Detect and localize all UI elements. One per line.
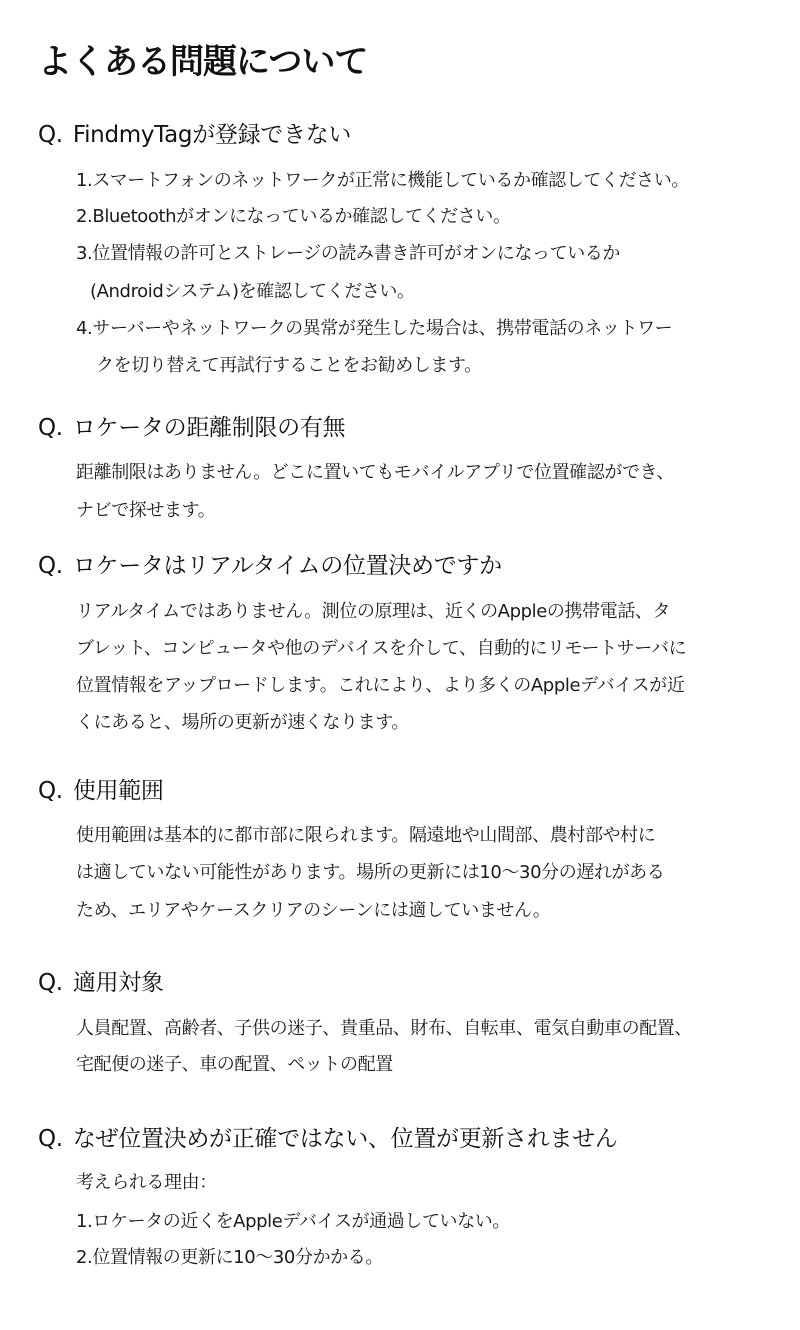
answer-line: 使用範囲は基本的に都市部に限られます。隔遠地や山間部、農村部や村に	[76, 825, 656, 846]
answer-line: 距離制限はありません。どこに置いてもモバイルアプリで位置確認ができ、	[76, 462, 675, 483]
answer-line: 宅配便の迷子、車の配置、ペットの配置	[76, 1054, 393, 1075]
question-text: なぜ位置決めが正確ではない、位置が更新されません	[72, 1126, 618, 1152]
answer-line: 人員配置、高齢者、子供の迷子、貴重品、財布、自転車、電気自動車の配置、	[76, 1018, 692, 1039]
answer-line: 2.位置情報の更新に10〜30分かかる。	[76, 1247, 383, 1268]
answer-line: 3.位置情報の許可とストレージの読み書き許可がオンになっているか	[76, 243, 621, 264]
answer-line: ブレット、コンピュータや他のデバイスを介して、自動的にリモートサーバに	[76, 638, 687, 659]
question-text: 適用対象	[72, 970, 164, 996]
answer-line: 1.ロケータの近くをAppleデバイスが通過していない。	[76, 1211, 510, 1232]
question-marker: Q.	[38, 778, 63, 804]
question-marker: Q.	[38, 122, 63, 148]
answer-line: ナビで探せます。	[76, 500, 216, 521]
page-title: よくある問題について	[38, 42, 368, 82]
faq-question-3	[38, 547, 502, 580]
answer-line: ため、エリアやケースクリアのシーンには適していません。	[76, 900, 551, 921]
answer-line: (Androidシステム)を確認してください。	[90, 281, 415, 302]
question-text: ロケータの距離制限の有無	[72, 415, 346, 441]
faq-question-1	[38, 116, 351, 149]
answer-line: 位置情報をアップロードします。これにより、より多くのAppleデバイスが近	[76, 675, 685, 696]
question-text: 使用範囲	[72, 778, 164, 804]
question-text: ロケータはリアルタイムの位置決めですか	[72, 553, 502, 579]
question-text: FindmyTagが登録できない	[72, 122, 352, 148]
answer-line: くにあると、場所の更新が速くなります。	[76, 712, 409, 733]
answer-line: 考えられる理由：	[76, 1172, 217, 1193]
answer-line: 4.サーバーやネットワークの異常が発生した場合は、携帯電話のネットワー	[76, 318, 673, 339]
answer-line: は適していない可能性があります。場所の更新には10〜30分の遅れがある	[76, 862, 665, 883]
faq-question-2	[38, 409, 345, 442]
answer-line: リアルタイムではありません。測位の原理は、近くのAppleの携帯電話、タ	[76, 601, 671, 622]
question-marker: Q.	[38, 415, 63, 441]
question-marker: Q.	[38, 553, 63, 579]
answer-line: 2.Bluetoothがオンになっているか確認してください。	[76, 206, 511, 227]
answer-line: クを切り替えて再試行することをお勧めします。	[96, 355, 482, 376]
faq-question-4	[38, 772, 164, 805]
faq-question-6	[38, 1120, 618, 1153]
answer-line: 1.スマートフォンのネットワークが正常に機能しているか確認してください。	[76, 170, 689, 191]
faq-question-5	[38, 964, 164, 997]
question-marker: Q.	[38, 970, 63, 996]
question-marker: Q.	[38, 1126, 63, 1152]
